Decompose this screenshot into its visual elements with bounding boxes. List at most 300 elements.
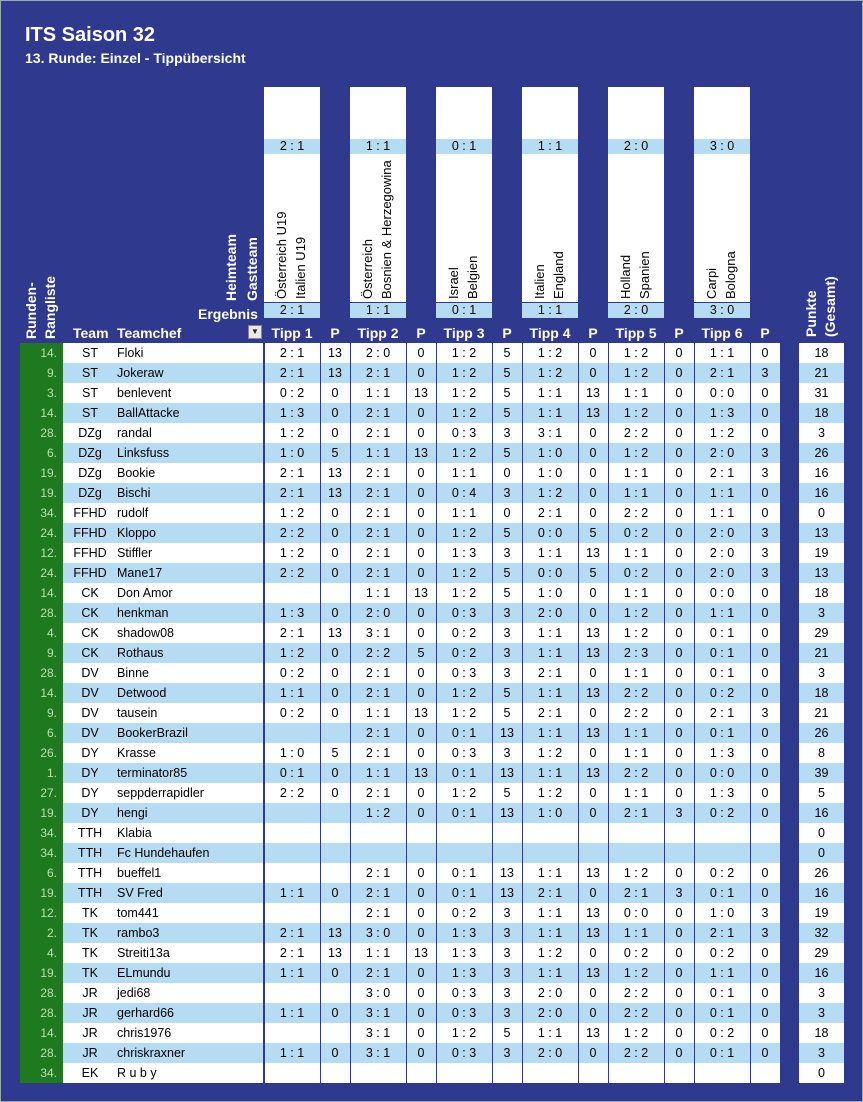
tipp-cell: 2 : 1 — [279, 366, 305, 380]
points-cell: 0 — [589, 946, 597, 960]
tipp-cell: 2 : 2 — [623, 766, 649, 780]
tipp-cell: 1 : 1 — [279, 1006, 305, 1020]
tipp-cell: 0 : 1 — [451, 766, 477, 780]
tipp-cell: 2 : 0 — [365, 606, 391, 620]
total-points-cell: 16 — [814, 486, 829, 500]
points-cell: 13 — [586, 686, 600, 700]
tipp-cell: 0 : 1 — [279, 766, 305, 780]
teamchef-cell: Detwood — [117, 686, 167, 700]
teamchef-cell: SV Fred — [117, 886, 163, 900]
points-cell: 0 — [761, 1026, 769, 1040]
total-points-cell: 8 — [818, 746, 825, 760]
tipp-cell: 1 : 2 — [623, 446, 649, 460]
points-cell: 13 — [328, 946, 342, 960]
tipp-cell: 1 : 0 — [537, 806, 563, 820]
match-result: 3 : 0 — [694, 303, 750, 318]
total-points-cell: 18 — [814, 586, 829, 600]
points-cell: 0 — [503, 506, 511, 520]
team-cell: FFHD — [73, 546, 107, 560]
total-points-cell: 3 — [818, 986, 825, 1000]
away-team-name: Bologna — [723, 251, 738, 299]
points-cell: 0 — [675, 606, 683, 620]
tipp-cell: 1 : 2 — [623, 1026, 649, 1040]
teamchef-cell: henkman — [117, 606, 169, 620]
tipp-cell: 2 : 0 — [709, 446, 735, 460]
tipp-cell — [350, 823, 406, 843]
tipp-cell: 1 : 1 — [279, 966, 305, 980]
points-cell: 3 — [675, 886, 683, 900]
teamchef-cell: Jokeraw — [117, 366, 164, 380]
tipp-cell: 1 : 1 — [537, 766, 563, 780]
tipp-cell: 1 : 1 — [537, 906, 563, 920]
points-cell: 0 — [675, 766, 683, 780]
tipp-cell: 2 : 0 — [709, 566, 735, 580]
total-points-cell: 29 — [814, 626, 829, 640]
points-cell: 13 — [500, 766, 514, 780]
tipp-cell: 1 : 2 — [451, 566, 477, 580]
rank-cell: 1. — [20, 763, 63, 783]
tipp-cell: 3 : 1 — [365, 1006, 391, 1020]
total-points-cell: 21 — [814, 706, 829, 720]
points-cell: 0 — [675, 646, 683, 660]
tipp-cell: 2 : 1 — [279, 466, 305, 480]
tipp-cell: 1 : 3 — [279, 406, 305, 420]
points-cell: 0 — [761, 646, 769, 660]
column-divider — [264, 343, 265, 1083]
tipp-cell: 2 : 0 — [537, 986, 563, 1000]
tipp-cell: 1 : 1 — [537, 926, 563, 940]
team-cell: CK — [81, 606, 99, 620]
teamchef-cell: seppderrapidler — [117, 786, 204, 800]
tipp-cell: 2 : 1 — [365, 666, 391, 680]
points-cell: 3 — [761, 906, 769, 920]
teamchef-cell: Kloppo — [117, 526, 156, 540]
points-cell: 0 — [589, 886, 597, 900]
points-cell: 13 — [328, 486, 342, 500]
points-cell: 13 — [586, 406, 600, 420]
rank-cell: 26. — [20, 743, 63, 763]
tipp-cell: 2 : 1 — [365, 886, 391, 900]
points-cell: 5 — [503, 366, 511, 380]
total-points-cell: 0 — [818, 846, 825, 860]
tipp-cell: 2 : 2 — [623, 506, 649, 520]
points-cell: 0 — [675, 1026, 683, 1040]
total-points-cell: 19 — [814, 546, 829, 560]
points-cell — [320, 1023, 350, 1043]
total-points-cell: 29 — [814, 946, 829, 960]
tipp-cell: 1 : 1 — [365, 946, 391, 960]
match-result-top: 2 : 0 — [608, 139, 664, 154]
total-points-cell: 13 — [814, 566, 829, 580]
rank-cell: 14. — [20, 683, 63, 703]
tipp-cell: 1 : 1 — [365, 766, 391, 780]
team-cell: EK — [81, 1066, 99, 1080]
tipp-cell: 1 : 0 — [279, 746, 305, 760]
points-cell: 0 — [417, 726, 425, 740]
tipp-cell: 1 : 2 — [451, 1026, 477, 1040]
tipp-cell: 0 : 1 — [709, 986, 735, 1000]
tipp-cell: 1 : 1 — [279, 686, 305, 700]
points-cell: 0 — [417, 986, 425, 1000]
points-cell: 0 — [331, 406, 339, 420]
tipp-cell — [694, 1063, 750, 1083]
teamchef-cell: rudolf — [117, 506, 149, 520]
tipp-cell: 1 : 2 — [279, 646, 305, 660]
points-cell — [406, 1063, 436, 1083]
points-cell: 3 — [761, 926, 769, 940]
tipp-cell: 1 : 2 — [537, 366, 563, 380]
tipp-cell: 3 : 1 — [537, 426, 563, 440]
team-cell: CK — [81, 646, 99, 660]
points-cell: 0 — [331, 1006, 339, 1020]
total-points-cell: 18 — [814, 346, 829, 360]
points-cell: 0 — [761, 426, 769, 440]
points-header: P — [674, 325, 684, 341]
tipp-header: Tipp 1 — [271, 325, 313, 341]
points-cell: 3 — [503, 926, 511, 940]
rank-cell: 28. — [20, 1043, 63, 1063]
away-team-name: Spanien — [637, 251, 652, 299]
points-cell: 0 — [589, 746, 597, 760]
team-cell: TK — [82, 966, 98, 980]
tipp-cell: 2 : 1 — [537, 506, 563, 520]
points-cell — [320, 583, 350, 603]
points-cell — [320, 863, 350, 883]
points-cell — [578, 823, 608, 843]
tipp-cell: 1 : 1 — [623, 386, 649, 400]
column-divider — [664, 343, 665, 1083]
points-cell: 0 — [675, 406, 683, 420]
teamchef-cell: BallAttacke — [117, 406, 180, 420]
points-cell: 0 — [589, 446, 597, 460]
points-cell: 0 — [331, 426, 339, 440]
tipp-cell: 1 : 2 — [623, 966, 649, 980]
points-cell: 3 — [503, 606, 511, 620]
teamchef-cell: hengi — [117, 806, 148, 820]
match-result-top: 0 : 1 — [436, 139, 492, 154]
tipp-cell: 1 : 2 — [537, 946, 563, 960]
total-points-cell: 18 — [814, 1026, 829, 1040]
team-cell: FFHD — [73, 566, 107, 580]
points-cell: 0 — [675, 666, 683, 680]
points-cell: 0 — [589, 706, 597, 720]
points-cell: 13 — [586, 966, 600, 980]
points-cell: 0 — [331, 546, 339, 560]
filter-dropdown-button[interactable]: ▼ — [248, 325, 262, 339]
tipp-cell: 0 : 0 — [537, 526, 563, 540]
tipp-cell: 2 : 1 — [365, 546, 391, 560]
match-team-box — [522, 154, 578, 302]
points-cell: 0 — [589, 786, 597, 800]
team-header: Team — [73, 325, 109, 341]
points-cell — [406, 843, 436, 863]
teamchef-cell: Krasse — [117, 746, 156, 760]
teamchef-cell: rambo3 — [117, 926, 160, 940]
points-cell: 0 — [761, 1006, 769, 1020]
points-cell: 3 — [503, 666, 511, 680]
tipp-cell: 1 : 1 — [537, 546, 563, 560]
rank-cell: 19. — [20, 803, 63, 823]
tipp-cell: 2 : 1 — [279, 926, 305, 940]
tipp-cell — [436, 1063, 492, 1083]
tipp-cell — [522, 823, 578, 843]
team-cell: DV — [81, 686, 99, 700]
points-cell: 3 — [503, 946, 511, 960]
home-team-name: Österreich U19 — [274, 211, 289, 299]
points-cell: 0 — [675, 746, 683, 760]
tipp-cell: 1 : 1 — [537, 626, 563, 640]
tipp-cell: 2 : 3 — [623, 646, 649, 660]
points-cell: 13 — [500, 726, 514, 740]
teamchef-cell: Stiffler — [117, 546, 153, 560]
tipp-cell: 0 : 3 — [451, 1046, 477, 1060]
tipp-cell: 1 : 1 — [279, 886, 305, 900]
tipp-cell: 2 : 1 — [365, 526, 391, 540]
tipp-cell: 1 : 1 — [623, 666, 649, 680]
tipp-cell: 2 : 1 — [365, 366, 391, 380]
teamchef-cell: Bischi — [117, 486, 151, 500]
points-cell: 5 — [503, 786, 511, 800]
column-divider — [522, 343, 523, 1083]
tipp-cell: 0 : 2 — [279, 706, 305, 720]
points-cell: 0 — [417, 866, 425, 880]
tipp-cell: 2 : 2 — [623, 986, 649, 1000]
tipp-cell: 0 : 2 — [709, 946, 735, 960]
points-cell: 0 — [761, 766, 769, 780]
tipp-cell: 1 : 0 — [537, 586, 563, 600]
points-cell: 13 — [328, 366, 342, 380]
points-cell: 0 — [675, 586, 683, 600]
points-cell: 0 — [331, 506, 339, 520]
tipp-cell — [350, 843, 406, 863]
column-divider — [350, 343, 351, 1083]
points-cell: 0 — [675, 726, 683, 740]
tipp-header: Tipp 6 — [701, 325, 743, 341]
points-cell: 0 — [417, 546, 425, 560]
points-cell: 0 — [417, 506, 425, 520]
points-cell — [750, 1063, 780, 1083]
points-cell: 0 — [417, 1046, 425, 1060]
points-cell: 3 — [761, 466, 769, 480]
points-cell: 0 — [761, 386, 769, 400]
points-header: P — [588, 325, 598, 341]
points-cell: 13 — [414, 446, 428, 460]
points-cell: 0 — [417, 486, 425, 500]
tipp-cell: 0 : 0 — [709, 586, 735, 600]
match-header-top — [522, 87, 578, 139]
tipp-cell: 1 : 1 — [537, 386, 563, 400]
tipp-cell: 1 : 1 — [365, 586, 391, 600]
points-cell: 0 — [675, 346, 683, 360]
tipp-cell: 2 : 1 — [537, 886, 563, 900]
points-cell: 0 — [589, 606, 597, 620]
tipp-cell: 1 : 1 — [451, 466, 477, 480]
tipp-cell: 0 : 3 — [451, 606, 477, 620]
rank-cell: 9. — [20, 643, 63, 663]
tipp-cell: 1 : 2 — [709, 426, 735, 440]
total-points-cell: 19 — [814, 906, 829, 920]
tipp-cell — [694, 843, 750, 863]
teamchef-cell: Binne — [117, 666, 149, 680]
away-team-name: Italien U19 — [293, 236, 308, 299]
tipp-cell: 3 : 0 — [365, 986, 391, 1000]
tipp-cell: 2 : 1 — [279, 946, 305, 960]
points-cell: 13 — [586, 1026, 600, 1040]
total-points-cell: 3 — [818, 426, 825, 440]
points-cell: 0 — [589, 346, 597, 360]
team-cell: JR — [82, 1026, 98, 1040]
tipp-cell: 0 : 2 — [279, 386, 305, 400]
tipp-cell — [264, 983, 320, 1003]
tipp-cell: 0 : 3 — [451, 426, 477, 440]
team-cell: DV — [81, 726, 99, 740]
tipp-cell: 0 : 2 — [451, 906, 477, 920]
tipp-cell: 1 : 2 — [623, 366, 649, 380]
column-divider — [608, 343, 609, 1083]
points-cell: 3 — [761, 546, 769, 560]
rank-cell: 28. — [20, 663, 63, 683]
tipp-cell: 1 : 2 — [451, 406, 477, 420]
team-cell: DY — [81, 766, 99, 780]
points-cell: 0 — [417, 886, 425, 900]
points-cell: 13 — [414, 946, 428, 960]
points-cell: 0 — [675, 986, 683, 1000]
teamchef-cell: terminator85 — [117, 766, 188, 780]
points-cell: 0 — [331, 886, 339, 900]
tipp-cell: 2 : 1 — [537, 666, 563, 680]
points-cell: 5 — [331, 446, 339, 460]
total-points-cell: 3 — [818, 1006, 825, 1020]
rank-cell: 27. — [20, 783, 63, 803]
points-cell: 0 — [417, 466, 425, 480]
punkte-label-1: Punkte — [803, 290, 819, 337]
tipp-header: Tipp 3 — [443, 325, 485, 341]
tipp-cell: 0 : 3 — [451, 986, 477, 1000]
points-cell: 0 — [589, 486, 597, 500]
rank-cell: 28. — [20, 603, 63, 623]
points-cell — [664, 1063, 694, 1083]
tipp-cell: 2 : 0 — [537, 606, 563, 620]
tipp-cell: 2 : 1 — [709, 926, 735, 940]
column-divider — [750, 343, 751, 1083]
tipp-cell: 1 : 3 — [709, 406, 735, 420]
tipp-cell: 1 : 1 — [709, 506, 735, 520]
tipp-cell — [264, 823, 320, 843]
tipp-cell: 2 : 1 — [365, 726, 391, 740]
teamchef-cell: Floki — [117, 346, 144, 360]
tipp-cell: 1 : 2 — [451, 586, 477, 600]
rank-cell: 28. — [20, 983, 63, 1003]
tipp-cell: 0 : 3 — [451, 666, 477, 680]
tipp-cell: 1 : 2 — [537, 746, 563, 760]
tipp-cell: 2 : 0 — [365, 346, 391, 360]
tipp-cell: 2 : 1 — [365, 426, 391, 440]
rank-cell: 24. — [20, 523, 63, 543]
team-cell: TK — [82, 926, 98, 940]
tipp-cell: 0 : 1 — [451, 886, 477, 900]
away-team-name: Bosnien & Herzegowina — [379, 160, 394, 299]
tipp-cell: 0 : 2 — [709, 806, 735, 820]
points-cell: 13 — [586, 546, 600, 560]
points-cell: 13 — [328, 346, 342, 360]
points-cell: 0 — [589, 986, 597, 1000]
rank-cell: 12. — [20, 903, 63, 923]
home-team-name: Israel — [446, 267, 461, 299]
points-cell: 0 — [761, 486, 769, 500]
tipp-cell: 1 : 1 — [623, 586, 649, 600]
away-team-name: Belgien — [465, 255, 480, 299]
points-cell: 0 — [331, 606, 339, 620]
points-cell: 0 — [675, 1046, 683, 1060]
column-divider — [436, 343, 437, 1083]
points-cell: 5 — [503, 386, 511, 400]
team-cell: TTH — [77, 886, 103, 900]
match-header-top — [350, 87, 406, 139]
match-team-box — [350, 154, 406, 302]
total-points-cell: 16 — [814, 806, 829, 820]
points-cell: 13 — [328, 626, 342, 640]
points-cell: 3 — [503, 1046, 511, 1060]
points-cell: 0 — [331, 706, 339, 720]
points-cell: 13 — [586, 386, 600, 400]
tipp-cell: 1 : 1 — [623, 926, 649, 940]
tipp-cell: 2 : 1 — [537, 706, 563, 720]
points-cell: 0 — [417, 666, 425, 680]
points-cell: 0 — [761, 726, 769, 740]
points-cell: 3 — [503, 966, 511, 980]
tipp-cell: 0 : 2 — [623, 946, 649, 960]
points-cell: 0 — [331, 666, 339, 680]
points-cell: 0 — [331, 686, 339, 700]
tipp-cell: 3 : 0 — [365, 926, 391, 940]
tipp-cell: 0 : 0 — [709, 766, 735, 780]
team-cell: DY — [81, 746, 99, 760]
teamchef-cell: jedi68 — [117, 986, 151, 1000]
rank-cell: 14. — [20, 403, 63, 423]
points-cell — [664, 823, 694, 843]
points-cell: 3 — [503, 986, 511, 1000]
column-divider — [492, 343, 493, 1083]
teamchef-cell: randal — [117, 426, 152, 440]
tipp-cell: 2 : 2 — [623, 1046, 649, 1060]
points-header: P — [760, 325, 770, 341]
tipp-cell: 2 : 1 — [365, 786, 391, 800]
rank-cell: 34. — [20, 1063, 63, 1083]
tipp-cell: 1 : 1 — [537, 406, 563, 420]
match-header-top — [436, 87, 492, 139]
rank-cell: 6. — [20, 863, 63, 883]
tipp-cell: 1 : 1 — [537, 686, 563, 700]
total-points-cell: 16 — [814, 466, 829, 480]
points-cell: 0 — [675, 426, 683, 440]
points-cell: 0 — [589, 506, 597, 520]
tipp-cell: 2 : 1 — [365, 746, 391, 760]
points-cell: 0 — [331, 1046, 339, 1060]
rank-cell: 3. — [20, 383, 63, 403]
tipp-cell: 1 : 2 — [623, 406, 649, 420]
points-cell: 0 — [417, 746, 425, 760]
tipp-cell — [264, 1063, 320, 1083]
column-divider — [694, 343, 695, 1083]
rank-cell: 14. — [20, 343, 63, 363]
column-divider — [578, 343, 579, 1083]
teamchef-cell: tausein — [117, 706, 158, 720]
tipp-cell: 1 : 2 — [623, 866, 649, 880]
points-cell: 0 — [417, 906, 425, 920]
tipp-cell: 1 : 2 — [537, 486, 563, 500]
tipp-cell: 1 : 0 — [537, 446, 563, 460]
tipp-cell: 2 : 1 — [365, 966, 391, 980]
